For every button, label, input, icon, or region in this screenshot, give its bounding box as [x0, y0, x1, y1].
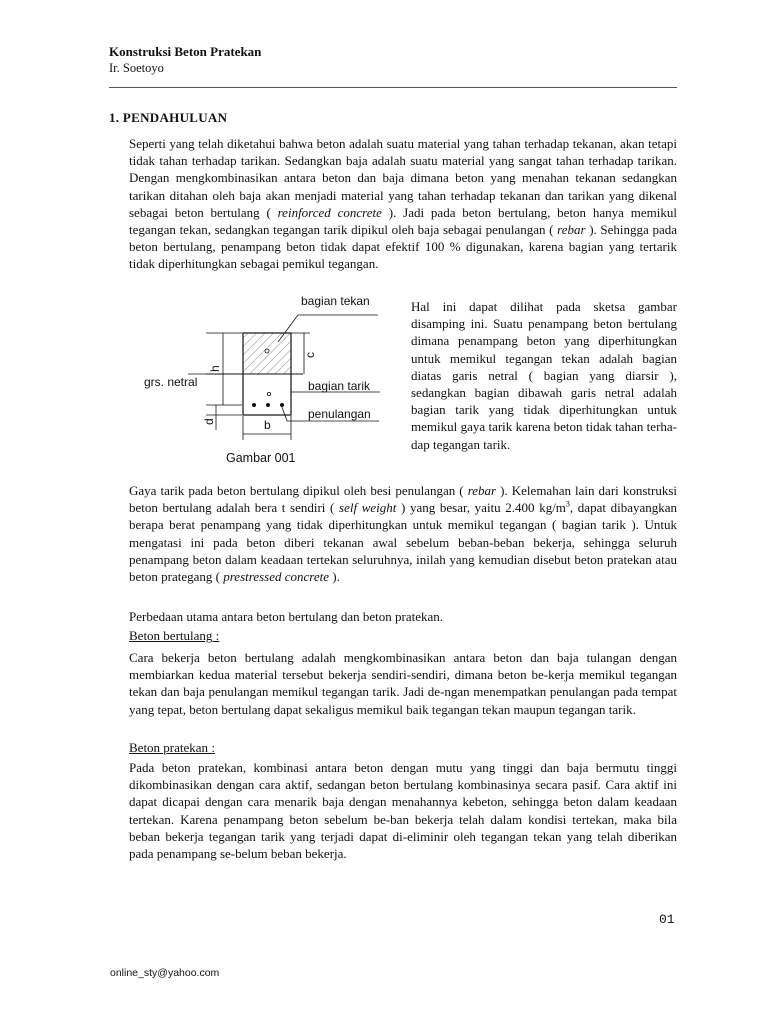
paragraph-prestress-reason: [129, 482, 677, 585]
label-b: b: [264, 418, 271, 432]
paragraph-intro: [129, 135, 677, 273]
superscript: 3: [565, 499, 570, 509]
text-run: ). Sehingga pada beton bertulang, penampang beton tidak dapat efektif 100 % digunakan, karena bagian yang tertarik tidak diperhitungkan sebagai pemikul tegangan.: [129, 222, 677, 272]
paragraph-beton-bertulang: Cara bekerja beton bertulang adalah mengkombinasikan antara beton dan baja tulangan dengan membiarkan kedua material tersebut bekerja sendiri-sendiri, dimana beton be-kerja memikul tegangan tekan dan baja penulangan memikul tegangan tarik. Jadi de-ngan menempatkan penulangan pada tempat yang tepat, beton bertulang dapat sekaligus memikul baik tegangan tekan maupun tegangan tarik.: [129, 650, 677, 717]
italic-term: rebar: [557, 222, 586, 238]
paragraph-difference: Perbedaan utama antara beton bertulang dan beton pratekan.: [129, 609, 444, 624]
rebar-dot: [266, 403, 270, 407]
document-author: Ir. Soetoyo: [109, 61, 164, 75]
figure-caption: Gambar 001: [226, 451, 296, 465]
subheading-colon: :: [208, 740, 215, 755]
centroid-marker: [267, 392, 270, 395]
label-penulangan: penulangan: [308, 407, 371, 421]
text-run: ). Jadi pada beton bertulang, beton hanya memikul tegangan tekan, sedangkan tegangan tarik dipikul oleh baja sebagai penulangan (: [129, 204, 677, 238]
rebar-dot: [280, 403, 284, 407]
subheading-colon: :: [212, 628, 220, 643]
subheading-text: Beton bertulang: [129, 628, 213, 643]
text-run: ). Kelemahan lain dari konstruksi beton bertulang adalah bera t sendiri (: [129, 483, 677, 516]
cross-section-figure: [138, 290, 400, 470]
label-c: c: [303, 352, 317, 358]
label-bagian-tarik: bagian tarik: [308, 379, 371, 393]
compression-zone-hatch: [243, 333, 291, 374]
italic-term: self weight: [339, 500, 397, 516]
text-run: Seperti yang telah diketahui bahwa beton adalah suatu material yang tahan terhadap tekanan, akan tetapi tidak tahan terhadap tarikan. Sedangkan baja adalah suatu material yang sangat tahan terhadap tarikan. Dengan mengkombinasikan antara beton dan baja dimana beton yang menahan tekanan sedangkan tarikan ditahan oleh baja akan menjadi material yang tahan terhadap tekanan dan tarikan yang dikenal sebagai beton bertulang (: [129, 136, 677, 220]
document-title: Konstruksi Beton Pratekan: [109, 44, 262, 59]
italic-term: prestressed concrete: [223, 569, 329, 585]
text-run: ) yang besar, yaitu 2.400 kg/m: [396, 500, 566, 516]
leader-line: [282, 407, 287, 421]
text-run: ).: [329, 569, 340, 585]
subheading-text: Beton pratekan: [129, 740, 209, 755]
label-grs-netral: grs. netral: [144, 375, 198, 389]
paragraph-beton-pratekan: Pada beton pratekan, kombinasi antara beton dengan mutu yang tinggi dan baja bermutu tinggi dikombinasikan dengan cara aktif, sedangan beton bertulang kombinasinya secara pasif. Cara aktif ini dapat dicapai dengan cara menarik baja dengan menahannya kebeton, sehingga beton dalam keadaan tertekan. Karena penampang beton sebelum be-ban bekerja telah dalam kondisi tertekan, maka bila beban bekerja tegangan tarik yang terjadi dapat di-eliminir oleh tegangan tekan yang telah diberikan pada penampang se-belum beban bekerja.: [129, 760, 677, 862]
text-run: Gaya tarik pada beton bertulang dipikul oleh besi penulangan (: [129, 483, 468, 498]
label-bagian-tekan: bagian tekan: [301, 294, 370, 308]
paragraph-figure-description: Hal ini dapat dilihat pada sketsa gambar disamping ini. Suatu penampang beton bertulang dimana penampang beton yang diperhitungkan untuk memikul tegangan tekan adalah bagian diatas garis netral ( bagian yang diarsir ), sedangkan bagian dibawah garis netral adalah bagian tarik yang tidak diperhitungkan untuk memikul gaya tarik karena beton tidak tahan terha-dap tegangan tarik.: [411, 299, 677, 452]
italic-term: reinforced concrete: [277, 204, 382, 220]
label-h: h: [208, 365, 222, 372]
header-divider: [109, 87, 677, 88]
label-d: d: [202, 418, 216, 425]
footer-email: online_sty@yahoo.com: [110, 967, 220, 979]
section-title: 1. PENDAHULUAN: [109, 110, 228, 125]
italic-term: rebar: [467, 483, 497, 498]
text-run: , dapat dibayangkan berapa berat penampang yang tidak diperhitungkan untuk memikul tegangan ( bagian tarik ). Untuk mengatasi ini pada beton diberi tekanan awal sebelum beban-beban bekerja, sehingga seluruh penampang beton dalam keadaan tertekan seluruhnya, inilah yang kemudian disebut beton pratekan atau beton prategang (: [129, 500, 678, 585]
subheading-beton-bertulang: [129, 627, 219, 644]
cross-section-diagram: [138, 290, 400, 470]
page-header: [109, 44, 261, 76]
page-number: 01: [659, 912, 675, 927]
subheading-beton-pratekan: [129, 739, 215, 756]
rebar-dot: [252, 403, 256, 407]
